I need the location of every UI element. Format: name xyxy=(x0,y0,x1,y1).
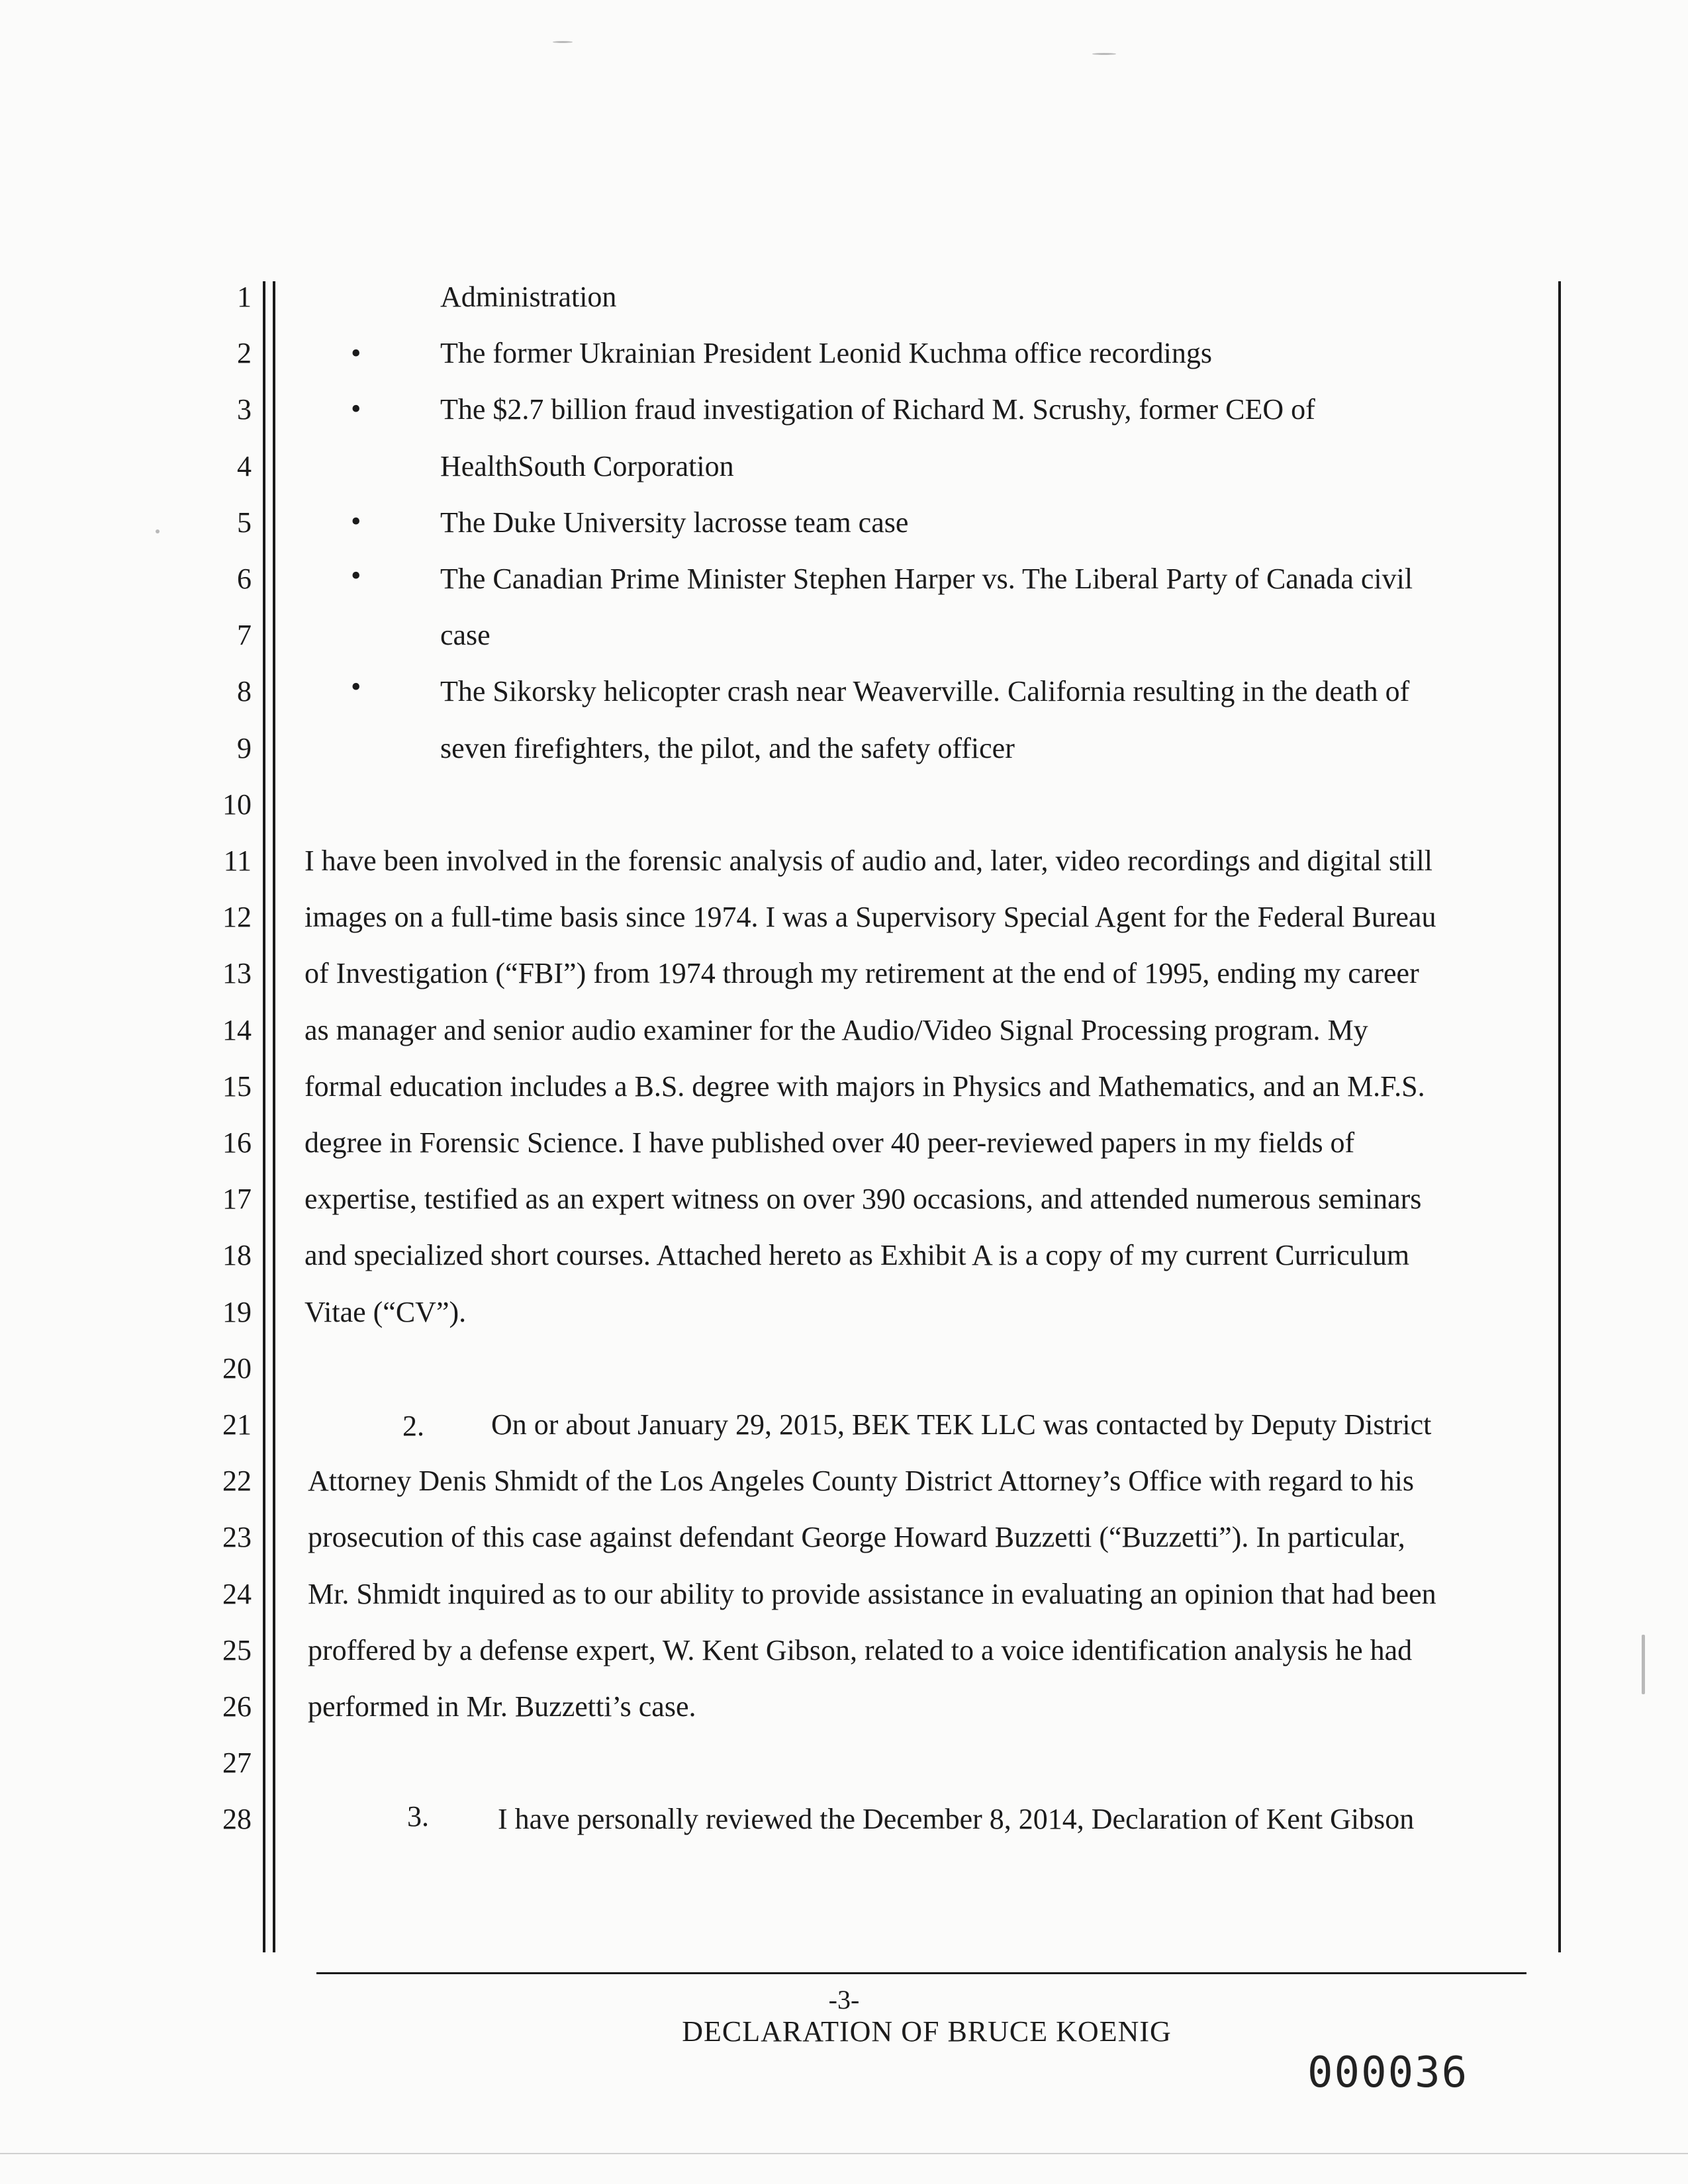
bullet-marker: • xyxy=(351,505,361,537)
line-number: 4 xyxy=(237,450,252,482)
bullet-marker: • xyxy=(351,559,361,592)
body-text-line: Attorney Denis Shmidt of the Los Angeles County District Attorney’s Office with regard to his xyxy=(308,1465,1414,1497)
line-number: 1 xyxy=(237,281,252,313)
body-text-line: and specialized short courses. Attached hereto as Exhibit A is a copy of my current Curriculum xyxy=(305,1239,1410,1271)
body-text-line: as manager and senior audio examiner for the Audio/Video Signal Processing program. My xyxy=(305,1014,1368,1046)
line-number: 11 xyxy=(223,844,252,877)
line-number: 16 xyxy=(222,1126,252,1159)
line-number: 7 xyxy=(237,619,252,651)
left-margin-rule xyxy=(263,281,265,1952)
bates-stamp: 000036 xyxy=(1307,2048,1469,2097)
line-number: 14 xyxy=(222,1014,252,1046)
body-text-line: proffered by a defense expert, W. Kent Gibson, related to a voice identification analysis he had xyxy=(308,1634,1413,1666)
page-number: -3- xyxy=(828,1985,860,2015)
line-number: 26 xyxy=(222,1690,252,1723)
line-number: 13 xyxy=(222,957,252,989)
body-text-line: Vitae (“CV”). xyxy=(305,1296,467,1328)
body-text-line: images on a full-time basis since 1974. I was a Supervisory Special Agent for the Federal Bureau xyxy=(305,901,1436,933)
scan-speck xyxy=(553,41,573,43)
line-number: 23 xyxy=(222,1521,252,1553)
line-number: 19 xyxy=(222,1296,252,1328)
line-number: 15 xyxy=(222,1070,252,1103)
line-number: 21 xyxy=(222,1408,252,1441)
line-number: 24 xyxy=(222,1578,252,1610)
footer-title: DECLARATION OF BRUCE KOENIG xyxy=(682,2015,1172,2048)
body-text-line: case xyxy=(440,619,491,651)
body-text-line: On or about January 29, 2015, BEK TEK LLC was contacted by Deputy District xyxy=(491,1408,1432,1441)
bullet-marker: • xyxy=(351,392,361,425)
line-number: 6 xyxy=(237,563,252,595)
line-number: 25 xyxy=(222,1634,252,1666)
line-number: 2 xyxy=(237,337,252,369)
body-text-line: The Sikorsky helicopter crash near Weaverville. California resulting in the death of xyxy=(440,675,1410,707)
body-text-line: I have personally reviewed the December 8, 2014, Declaration of Kent Gibson xyxy=(498,1803,1415,1835)
line-number: 5 xyxy=(237,506,252,539)
line-number: 18 xyxy=(222,1239,252,1271)
body-text-line: The Duke University lacrosse team case xyxy=(440,506,909,539)
line-number: 9 xyxy=(237,732,252,764)
right-margin-rule xyxy=(1558,281,1561,1952)
paragraph-number: 3. xyxy=(407,1800,429,1833)
body-text-line: HealthSouth Corporation xyxy=(440,450,734,482)
body-text-line: formal education includes a B.S. degree with majors in Physics and Mathematics, and an M.F.S. xyxy=(305,1070,1425,1103)
body-text-line: prosecution of this case against defendant George Howard Buzzetti (“Buzzetti”). In particular, xyxy=(308,1521,1405,1553)
body-text-line: The $2.7 billion fraud investigation of Richard M. Scrushy, former CEO of xyxy=(440,393,1315,426)
body-text-line: performed in Mr. Buzzetti’s case. xyxy=(308,1690,696,1723)
footer-rule xyxy=(316,1972,1526,1974)
body-text-line: The Canadian Prime Minister Stephen Harper vs. The Liberal Party of Canada civil xyxy=(440,563,1413,595)
paragraph-number: 2. xyxy=(402,1410,424,1442)
scan-speck xyxy=(1092,53,1116,55)
left-margin-rule-inner xyxy=(273,281,275,1952)
line-number: 3 xyxy=(237,393,252,426)
line-number: 22 xyxy=(222,1465,252,1497)
bullet-marker: • xyxy=(351,337,361,369)
scan-speck xyxy=(156,529,160,533)
line-number: 20 xyxy=(222,1352,252,1385)
line-number: 10 xyxy=(222,788,252,821)
body-text-line: expertise, testified as an expert witness on over 390 occasions, and attended numerous seminars xyxy=(305,1183,1422,1215)
bullet-marker: • xyxy=(351,670,361,703)
line-number: 12 xyxy=(222,901,252,933)
body-text-line: of Investigation (“FBI”) from 1974 through my retirement at the end of 1995, ending my career xyxy=(305,957,1419,989)
scan-speck xyxy=(1642,1635,1645,1694)
body-text-line: I have been involved in the forensic analysis of audio and, later, video recordings and digital still xyxy=(305,844,1432,877)
line-number: 27 xyxy=(222,1747,252,1779)
body-text-line: Mr. Shmidt inquired as to our ability to provide assistance in evaluating an opinion that had been xyxy=(308,1578,1436,1610)
scan-edge xyxy=(0,2153,1688,2154)
body-text-line: degree in Forensic Science. I have published over 40 peer-reviewed papers in my fields of xyxy=(305,1126,1355,1159)
body-text-line: seven firefighters, the pilot, and the safety officer xyxy=(440,732,1015,764)
line-number: 28 xyxy=(222,1803,252,1835)
body-text-line: The former Ukrainian President Leonid Kuchma office recordings xyxy=(440,337,1212,369)
line-number: 17 xyxy=(222,1183,252,1215)
body-text-line: Administration xyxy=(440,281,617,313)
line-number: 8 xyxy=(237,675,252,707)
